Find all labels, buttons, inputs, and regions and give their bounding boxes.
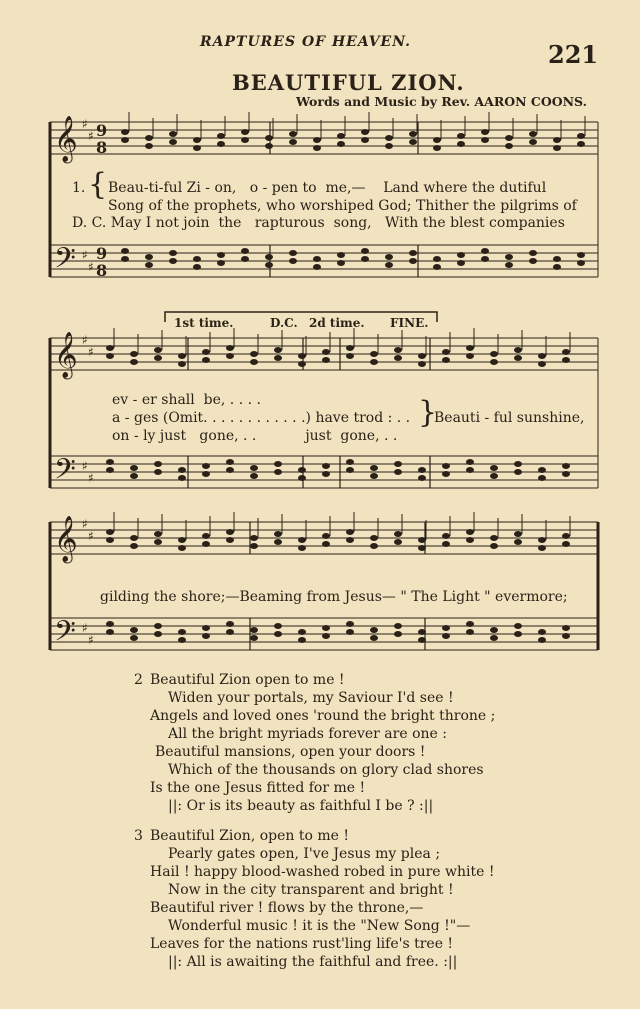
- treble-note: [322, 541, 330, 547]
- bass-note: [481, 248, 489, 254]
- treble-note: [265, 143, 273, 149]
- treble-note: [226, 537, 234, 543]
- bass-note: [514, 469, 522, 475]
- bass-note: [538, 467, 546, 473]
- stanza3-line-1: Beautiful Zion, open to me !: [150, 828, 350, 844]
- treble-note: [346, 529, 354, 535]
- treble-note: [265, 135, 273, 141]
- treble-note: [370, 359, 378, 365]
- bass-time-signature-top: 9: [96, 244, 108, 263]
- bass-note: [409, 258, 417, 264]
- bass-note: [154, 469, 162, 475]
- bass-note: [346, 629, 354, 635]
- fine-marker: FINE.: [390, 316, 429, 330]
- bass-note: [514, 631, 522, 637]
- bass-note: [577, 260, 585, 266]
- bass-note: [178, 637, 186, 643]
- treble-note: [514, 347, 522, 353]
- bass-note: [562, 471, 570, 477]
- treble-note: [385, 135, 393, 141]
- treble-note: [466, 353, 474, 359]
- lyric-brace: }: [418, 395, 438, 430]
- bass-note: [442, 463, 450, 469]
- bass-note: [298, 629, 306, 635]
- treble-note: [370, 351, 378, 357]
- bass-note: [154, 631, 162, 637]
- bass-note: [529, 258, 537, 264]
- treble-note: [250, 543, 258, 549]
- treble-note: [562, 349, 570, 355]
- bass-note: [313, 256, 321, 262]
- treble-note: [505, 135, 513, 141]
- bass-note: [193, 264, 201, 270]
- bass-note: [418, 637, 426, 643]
- bass-note: [217, 252, 225, 258]
- treble-note: [130, 535, 138, 541]
- bass-note: [394, 469, 402, 475]
- bass-note: [385, 262, 393, 268]
- system1-lyric-line-1: Beau-ti-ful Zi - on, o - pen to me,— Land where the dutiful: [108, 180, 547, 196]
- treble-clef: 𝄞: [54, 516, 78, 562]
- bass-note: [553, 264, 561, 270]
- treble-note: [562, 541, 570, 547]
- bass-note: [562, 463, 570, 469]
- bass-note: [202, 633, 210, 639]
- bass-note: [529, 250, 537, 256]
- stanza2-line-7: Is the one Jesus fitted for me !: [150, 780, 366, 796]
- treble-note: [481, 129, 489, 135]
- bass-note: [121, 248, 129, 254]
- bass-note: [442, 633, 450, 639]
- bass-clef: 𝄢: [54, 242, 76, 282]
- treble-note: [442, 349, 450, 355]
- treble-note: [457, 141, 465, 147]
- treble-note: [457, 133, 465, 139]
- treble-note: [241, 137, 249, 143]
- bass-note: [250, 635, 258, 641]
- stanza2-line-3: Angels and loved ones 'round the bright throne ;: [150, 708, 496, 724]
- bass-key-sharp: ♯: [88, 471, 94, 485]
- bass-note: [313, 264, 321, 270]
- treble-note: [553, 137, 561, 143]
- bass-note: [577, 252, 585, 258]
- treble-note: [394, 355, 402, 361]
- treble-note: [241, 129, 249, 135]
- bass-note: [322, 471, 330, 477]
- bass-note: [265, 254, 273, 260]
- bass-note: [289, 250, 297, 256]
- bass-note: [409, 250, 417, 256]
- treble-note: [154, 347, 162, 353]
- treble-note: [490, 535, 498, 541]
- stanza3-number: 3: [134, 828, 143, 844]
- treble-note: [538, 353, 546, 359]
- bass-note: [370, 465, 378, 471]
- treble-note: [385, 143, 393, 149]
- treble-note: [298, 361, 306, 367]
- bass-note: [433, 264, 441, 270]
- treble-note: [442, 533, 450, 539]
- bass-note: [154, 461, 162, 467]
- stanza2-line-2: Widen your portals, my Saviour I'd see !: [168, 690, 454, 706]
- treble-note: [361, 137, 369, 143]
- bass-note: [490, 627, 498, 633]
- bass-note: [442, 625, 450, 631]
- treble-note: [250, 351, 258, 357]
- bass-note: [490, 465, 498, 471]
- treble-note: [346, 353, 354, 359]
- bass-note: [226, 629, 234, 635]
- hymn-title: BEAUTIFUL ZION.: [232, 70, 465, 95]
- treble-note: [193, 137, 201, 143]
- treble-note: [106, 345, 114, 351]
- bass-note: [514, 623, 522, 629]
- bass-note: [226, 621, 234, 627]
- bass-note: [394, 623, 402, 629]
- treble-note: [418, 361, 426, 367]
- bass-note: [106, 629, 114, 635]
- bass-note: [322, 625, 330, 631]
- treble-note: [394, 531, 402, 537]
- treble-note: [538, 545, 546, 551]
- treble-note: [346, 537, 354, 543]
- treble-note: [529, 139, 537, 145]
- treble-note: [322, 533, 330, 539]
- treble-note: [490, 543, 498, 549]
- hymn-credit: Words and Music by Rev. AARON COONS.: [296, 94, 587, 109]
- treble-note: [145, 143, 153, 149]
- system3-lyric-line: gilding the shore;—Beaming from Jesus— " The Light " evermore;: [100, 589, 568, 605]
- treble-note: [130, 351, 138, 357]
- treble-note: [298, 353, 306, 359]
- bass-note: [298, 467, 306, 473]
- bass-clef: 𝄢: [54, 615, 76, 655]
- bass-note: [466, 629, 474, 635]
- treble-note: [418, 537, 426, 543]
- treble-note: [418, 545, 426, 551]
- stanza3-line-5: Beautiful river ! flows by the throne,—: [150, 900, 424, 916]
- bass-note: [394, 461, 402, 467]
- bass-note: [169, 258, 177, 264]
- bass-note: [514, 461, 522, 467]
- treble-note: [514, 531, 522, 537]
- treble-note: [178, 353, 186, 359]
- stanza3-line-2: Pearly gates open, I've Jesus my plea ;: [168, 846, 441, 862]
- treble-note: [274, 347, 282, 353]
- running-title: RAPTURES OF HEAVEN.: [200, 34, 412, 50]
- treble-key-sharp: ♯: [88, 345, 94, 359]
- bass-note: [562, 625, 570, 631]
- treble-time-signature-top: 9: [96, 121, 108, 140]
- bass-note: [130, 465, 138, 471]
- verse-number: 1.: [72, 180, 86, 196]
- bass-note: [178, 475, 186, 481]
- bass-note: [202, 625, 210, 631]
- bass-key-sharp: ♯: [82, 459, 88, 473]
- bass-note: [466, 459, 474, 465]
- bass-note: [346, 621, 354, 627]
- treble-note: [154, 355, 162, 361]
- treble-note: [217, 141, 225, 147]
- treble-key-sharp: ♯: [82, 333, 88, 347]
- treble-note: [274, 355, 282, 361]
- treble-time-signature-bottom: 8: [96, 138, 108, 157]
- stanza2-line-1: Beautiful Zion open to me !: [150, 672, 345, 688]
- treble-note: [505, 143, 513, 149]
- bass-note: [130, 635, 138, 641]
- bass-note: [457, 252, 465, 258]
- bass-note: [394, 631, 402, 637]
- bass-time-signature-bottom: 8: [96, 261, 108, 280]
- treble-note: [433, 137, 441, 143]
- bass-note: [106, 621, 114, 627]
- treble-clef: 𝄞: [54, 332, 78, 378]
- treble-note: [289, 131, 297, 137]
- stanza2-line-5: Beautiful mansions, open your doors !: [155, 744, 426, 760]
- treble-note: [337, 141, 345, 147]
- bass-note: [193, 256, 201, 262]
- stanza2-line-4: All the bright myriads forever are one :: [168, 726, 447, 742]
- bass-note: [562, 633, 570, 639]
- treble-note: [202, 357, 210, 363]
- treble-note: [121, 137, 129, 143]
- treble-note: [322, 349, 330, 355]
- treble-note: [562, 533, 570, 539]
- bass-note: [370, 635, 378, 641]
- treble-note: [466, 537, 474, 543]
- treble-note: [145, 135, 153, 141]
- first-time-marker: 1st time.: [174, 316, 234, 330]
- treble-clef: 𝄞: [54, 116, 78, 162]
- bass-note: [337, 260, 345, 266]
- treble-note: [346, 345, 354, 351]
- system2-lyric-line-1: ev - er shall be, . . . .: [112, 392, 261, 408]
- bass-note: [538, 475, 546, 481]
- treble-note: [154, 531, 162, 537]
- bass-key-sharp: ♯: [88, 260, 94, 274]
- treble-note: [394, 539, 402, 545]
- treble-note: [298, 545, 306, 551]
- bass-note: [226, 467, 234, 473]
- bass-note: [106, 467, 114, 473]
- bass-note: [538, 637, 546, 643]
- treble-note: [466, 529, 474, 535]
- system1-lyric-line-3: D. C. May I not join the rapturous song, With the blest companies: [72, 215, 565, 231]
- treble-note: [577, 133, 585, 139]
- treble-note: [202, 533, 210, 539]
- treble-key-sharp: ♯: [82, 117, 88, 131]
- bass-note: [385, 254, 393, 260]
- treble-note: [226, 345, 234, 351]
- bass-note: [346, 459, 354, 465]
- dc-marker: D.C.: [270, 316, 298, 330]
- bass-note: [169, 250, 177, 256]
- page-number: 221: [548, 40, 599, 69]
- bass-note: [418, 475, 426, 481]
- stanza3-line-8: ||: All is awaiting the faithful and free. :||: [168, 954, 458, 970]
- bass-clef: 𝄢: [54, 453, 76, 493]
- bass-note: [442, 471, 450, 477]
- bass-note: [250, 465, 258, 471]
- bass-note: [226, 459, 234, 465]
- lyric-brace: {: [88, 167, 108, 202]
- bass-note: [370, 473, 378, 479]
- bass-note: [250, 627, 258, 633]
- second-time-marker: 2d time.: [309, 316, 365, 330]
- bass-key-sharp: ♯: [88, 633, 94, 647]
- stanza3-line-3: Hail ! happy blood-washed robed in pure white !: [150, 864, 495, 880]
- bass-note: [241, 248, 249, 254]
- treble-key-sharp: ♯: [88, 129, 94, 143]
- bass-note: [433, 256, 441, 262]
- treble-note: [490, 351, 498, 357]
- bass-note: [466, 467, 474, 473]
- bass-note: [178, 467, 186, 473]
- system2-lyric-line-2: a - ges (Omit. . . . . . . . . . . .) have trod : . .: [112, 410, 411, 426]
- stanza2-number: 2: [134, 672, 143, 688]
- bass-note: [274, 461, 282, 467]
- treble-note: [322, 357, 330, 363]
- bass-note: [121, 256, 129, 262]
- bass-note: [337, 252, 345, 258]
- treble-note: [370, 535, 378, 541]
- treble-note: [433, 145, 441, 151]
- treble-note: [250, 359, 258, 365]
- bass-note: [154, 623, 162, 629]
- bass-note: [322, 633, 330, 639]
- bass-note: [298, 475, 306, 481]
- stanza2-line-6: Which of the thousands on glory clad shores: [168, 762, 484, 778]
- treble-note: [466, 345, 474, 351]
- bass-note: [250, 473, 258, 479]
- treble-key-sharp: ♯: [82, 517, 88, 531]
- treble-note: [178, 361, 186, 367]
- bass-note: [418, 629, 426, 635]
- bass-note: [481, 256, 489, 262]
- treble-note: [130, 359, 138, 365]
- treble-note: [394, 347, 402, 353]
- bass-note: [145, 254, 153, 260]
- treble-note: [169, 131, 177, 137]
- bass-note: [346, 467, 354, 473]
- bass-note: [322, 463, 330, 469]
- treble-note: [178, 545, 186, 551]
- treble-note: [169, 139, 177, 145]
- treble-note: [418, 353, 426, 359]
- treble-note: [442, 541, 450, 547]
- bass-key-sharp: ♯: [82, 248, 88, 262]
- bass-note: [505, 254, 513, 260]
- treble-note: [361, 129, 369, 135]
- bass-note: [202, 463, 210, 469]
- treble-note: [538, 537, 546, 543]
- bass-note: [538, 629, 546, 635]
- bass-note: [553, 256, 561, 262]
- system2-lyric-line-3: on - ly just gone, . . just gone, . .: [112, 428, 398, 444]
- treble-note: [370, 543, 378, 549]
- bass-note: [361, 248, 369, 254]
- treble-note: [193, 145, 201, 151]
- bass-note: [274, 623, 282, 629]
- bass-note: [178, 629, 186, 635]
- treble-note: [250, 535, 258, 541]
- treble-note: [409, 131, 417, 137]
- bass-note: [265, 262, 273, 268]
- treble-note: [121, 129, 129, 135]
- bass-note: [361, 256, 369, 262]
- treble-note: [106, 537, 114, 543]
- treble-note: [226, 529, 234, 535]
- bass-note: [130, 627, 138, 633]
- treble-note: [226, 353, 234, 359]
- bass-key-sharp: ♯: [82, 621, 88, 635]
- bass-note: [130, 473, 138, 479]
- treble-note: [553, 145, 561, 151]
- bass-note: [289, 258, 297, 264]
- bass-note: [298, 637, 306, 643]
- stanza3-line-7: Leaves for the nations rust'ling life's tree !: [150, 936, 454, 952]
- treble-note: [337, 133, 345, 139]
- bass-note: [274, 469, 282, 475]
- bass-note: [370, 627, 378, 633]
- treble-key-sharp: ♯: [88, 529, 94, 543]
- bass-note: [418, 467, 426, 473]
- treble-note: [289, 139, 297, 145]
- treble-note: [202, 349, 210, 355]
- treble-note: [274, 531, 282, 537]
- bass-note: [457, 260, 465, 266]
- treble-note: [577, 141, 585, 147]
- treble-note: [514, 355, 522, 361]
- bass-note: [202, 471, 210, 477]
- treble-note: [481, 137, 489, 143]
- treble-note: [130, 543, 138, 549]
- treble-note: [274, 539, 282, 545]
- bass-note: [241, 256, 249, 262]
- stanza2-line-8: ||: Or is its beauty as faithful I be ? :||: [168, 798, 434, 814]
- treble-note: [538, 361, 546, 367]
- stanza3-line-6: Wonderful music ! it is the "New Song !"—: [168, 918, 471, 934]
- treble-note: [514, 539, 522, 545]
- treble-note: [202, 541, 210, 547]
- treble-note: [298, 537, 306, 543]
- bass-note: [145, 262, 153, 268]
- treble-note: [217, 133, 225, 139]
- treble-note: [442, 357, 450, 363]
- bass-note: [106, 459, 114, 465]
- treble-note: [409, 139, 417, 145]
- treble-note: [106, 353, 114, 359]
- bass-note: [217, 260, 225, 266]
- stanza3-line-4: Now in the city transparent and bright !: [168, 882, 454, 898]
- bass-note: [274, 631, 282, 637]
- treble-note: [106, 529, 114, 535]
- treble-note: [178, 537, 186, 543]
- bass-note: [466, 621, 474, 627]
- treble-note: [313, 137, 321, 143]
- treble-note: [529, 131, 537, 137]
- treble-note: [490, 359, 498, 365]
- treble-note: [562, 357, 570, 363]
- system2-after-brace: Beauti - ful sunshine,: [434, 410, 585, 426]
- system1-lyric-line-2: Song of the prophets, who worshiped God; Thither the pilgrims of: [108, 198, 577, 214]
- treble-note: [313, 145, 321, 151]
- bass-note: [490, 635, 498, 641]
- bass-note: [505, 262, 513, 268]
- bass-note: [490, 473, 498, 479]
- treble-note: [154, 539, 162, 545]
